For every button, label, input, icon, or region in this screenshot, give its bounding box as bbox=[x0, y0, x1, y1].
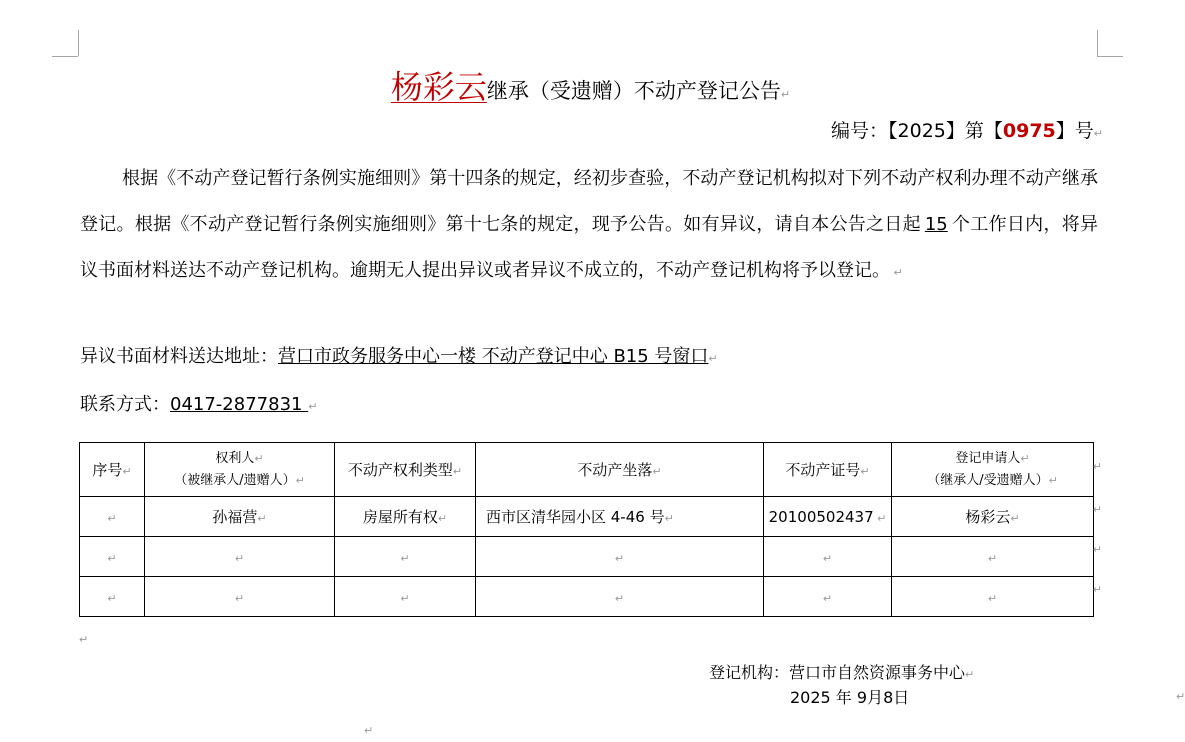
header-holder-label: 权利人 bbox=[215, 450, 255, 466]
paragraph-mark-icon: ↵ bbox=[890, 266, 903, 279]
header-holder: 权利人↵ （被继承人/遗赠人）↵ bbox=[145, 443, 335, 497]
table-row bbox=[80, 577, 1094, 617]
objection-address bbox=[80, 342, 718, 368]
header-applicant-label: 登记申请人 bbox=[955, 450, 1021, 466]
header-cert-no: 不动产证号↵ bbox=[764, 443, 892, 497]
crop-mark-top-left bbox=[52, 56, 78, 57]
cell-empty: ↵ bbox=[335, 577, 476, 617]
cell-empty: ↵ bbox=[145, 537, 335, 577]
title-text: 继承（受遗赠）不动产登记公告 bbox=[486, 79, 781, 103]
header-location: 不动产坐落↵ bbox=[476, 443, 764, 497]
body-text-part2: 个工作日内，将异议书面材料送达不动产登记机构。逾期无人提出异议或者异议不成立的，不动产登记机构将予以登记。 bbox=[80, 214, 1099, 281]
paragraph-mark-icon: ↵ bbox=[79, 633, 89, 646]
paragraph-mark-icon: ↵ bbox=[308, 400, 318, 413]
header-right-type: 不动产权利类型↵ bbox=[335, 443, 476, 497]
header-seq: 序号↵ bbox=[80, 443, 145, 497]
row-end-mark-icon: ↵ bbox=[1092, 543, 1102, 556]
cell-seq: ↵ bbox=[80, 497, 145, 537]
number-value: 0975 bbox=[1002, 120, 1056, 142]
applicant-name: 杨彩云 bbox=[390, 68, 487, 106]
cell-empty: ↵ bbox=[145, 577, 335, 617]
cell-empty: ↵ bbox=[476, 577, 764, 617]
notice-date: 2025 年 9月8日 bbox=[790, 688, 910, 707]
cell-empty: ↵ bbox=[764, 577, 892, 617]
registration-org: 登记机构：营口市自然资源事务中心↵ bbox=[709, 663, 975, 682]
number-suffix: 】号 bbox=[1055, 120, 1094, 142]
cell-cert-no: 20100502437 ↵ bbox=[764, 497, 892, 537]
cell-right-type: 房屋所有权↵ bbox=[335, 497, 476, 537]
table-header-row bbox=[80, 443, 1094, 497]
objection-days: 15 bbox=[924, 214, 948, 235]
contact-info bbox=[80, 390, 317, 416]
number-prefix: 编号：【2025】第【 bbox=[831, 120, 1003, 142]
paragraph-mark-icon: ↵ bbox=[1093, 127, 1103, 140]
row-end-mark-icon: ↵ bbox=[1092, 583, 1102, 596]
notice-title bbox=[0, 62, 1181, 108]
contact-phone: 0417-2877831 bbox=[170, 394, 303, 415]
cell-location: 西市区清华园小区 4-46 号↵ bbox=[476, 497, 764, 537]
cell-applicant: 杨彩云↵ bbox=[892, 497, 1094, 537]
paragraph-mark-icon: ↵ bbox=[1176, 690, 1185, 703]
paragraph-mark-icon: ↵ bbox=[364, 724, 374, 737]
row-end-mark-icon: ↵ bbox=[1092, 503, 1102, 516]
table-row bbox=[80, 497, 1094, 537]
crop-mark-top-left bbox=[78, 30, 79, 56]
notice-body bbox=[80, 156, 1098, 296]
row-end-mark-icon: ↵ bbox=[1092, 460, 1102, 473]
table-row bbox=[80, 537, 1094, 577]
address-value: 营口市政务服务中心一楼 不动产登记中心 B15 号窗口 bbox=[278, 346, 709, 367]
crop-mark-top-right bbox=[1097, 30, 1098, 56]
header-applicant-sub: （继承人/受遗赠人） bbox=[927, 472, 1049, 488]
cell-holder: 孙福营↵ bbox=[145, 497, 335, 537]
header-applicant: 登记申请人↵ （继承人/受遗赠人）↵ bbox=[892, 443, 1094, 497]
paragraph-mark-icon: ↵ bbox=[780, 88, 791, 101]
cell-empty: ↵ bbox=[764, 537, 892, 577]
cell-empty: ↵ bbox=[80, 577, 145, 617]
cell-empty: ↵ bbox=[892, 577, 1094, 617]
address-label: 异议书面材料送达地址： bbox=[80, 346, 278, 367]
body-text-part1: 根据《不动产登记暂行条例实施细则》第十四条的规定，经初步查验，不动产登记机构拟对下列不动产权利办理不动产继承登记。根据《不动产登记暂行条例实施细则》第十七条的规定，现予公告。如有异议，请自本公告之日起 bbox=[80, 168, 1098, 235]
paragraph-mark-icon: ↵ bbox=[708, 352, 718, 365]
cell-empty: ↵ bbox=[476, 537, 764, 577]
cell-empty: ↵ bbox=[335, 537, 476, 577]
cell-empty: ↵ bbox=[892, 537, 1094, 577]
cell-empty: ↵ bbox=[80, 537, 145, 577]
contact-label: 联系方式： bbox=[80, 394, 170, 415]
crop-mark-top-right bbox=[1097, 56, 1123, 57]
header-holder-sub: （被继承人/遗赠人） bbox=[174, 472, 296, 488]
notice-number bbox=[831, 116, 1103, 143]
registration-table bbox=[79, 442, 1094, 617]
